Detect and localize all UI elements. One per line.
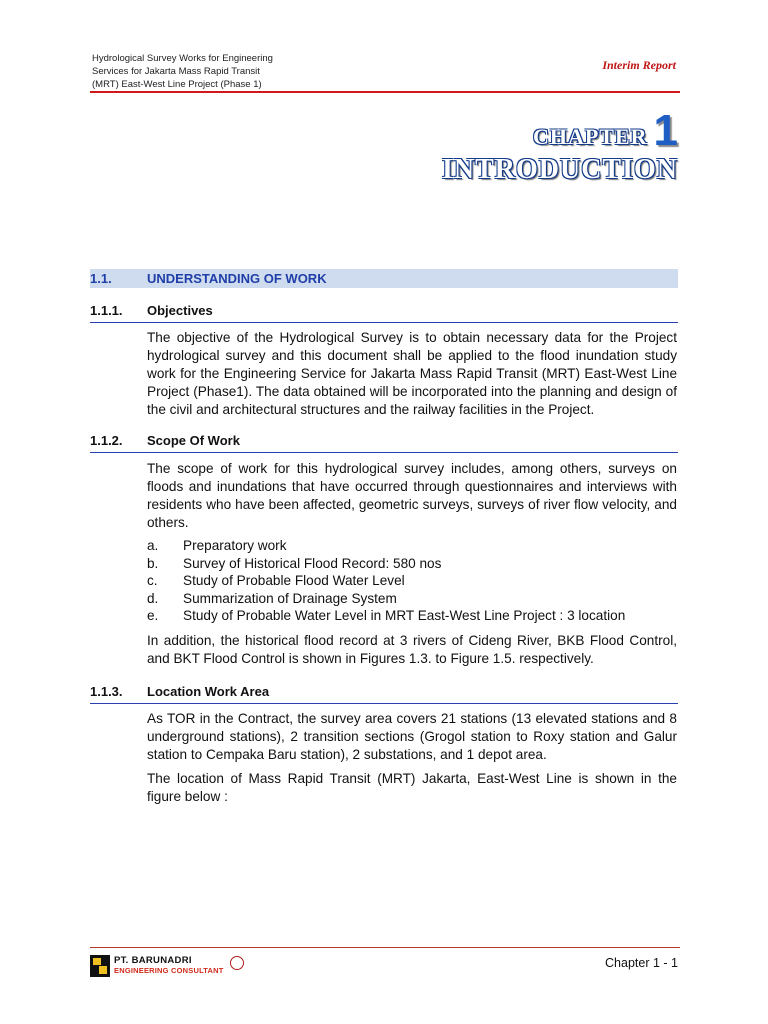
- chapter-number: 1: [653, 106, 678, 155]
- list-item-text: Summarization of Drainage System: [183, 590, 397, 606]
- list-item-text: Preparatory work: [183, 538, 287, 553]
- chapter-word: CHAPTER: [532, 124, 648, 149]
- location-paragraph-2: The location of Mass Rapid Transit (MRT) Jakarta, East-West Line is shown in the figure below :: [147, 771, 677, 804]
- page-number: Chapter 1 - 1: [605, 956, 678, 970]
- subsection-heading-objectives: [90, 303, 678, 323]
- subsection-title: Objectives: [147, 303, 213, 318]
- scope-paragraph-2: In addition, the historical flood record at 3 rivers of Cideng River, BKB Flood Control, and BKT Flood Control is shown in Figures 1.3. to Figure 1.5. respectively.: [147, 633, 677, 666]
- list-item: [147, 555, 677, 573]
- location-paragraph: As TOR in the Contract, the survey area covers 21 stations (13 elevated stations and 8 underground stations), 2 transition sections (Grogol station to Roxy station and Galur station to Cempaka Baru station), 2 substations, and 1 depot area.: [147, 711, 677, 762]
- header-divider: [90, 91, 680, 93]
- header-line: (MRT) East-West Line Project (Phase 1): [92, 79, 262, 90]
- subsection-title: Location Work Area: [147, 684, 270, 699]
- list-item-letter: c.: [147, 573, 158, 589]
- subsection-number: 1.1.2.: [90, 433, 123, 448]
- certification-badge-icon: [230, 956, 244, 970]
- section-number: 1.1.: [90, 271, 112, 286]
- list-item: [147, 537, 677, 555]
- report-type-label: Interim Report: [602, 58, 676, 72]
- scope-paragraph: The scope of work for this hydrological survey includes, among others, surveys on floods and inundations that have occurred through questionnaires and interviews with residents who have been affected, geometric surveys, surveys of river flow velocity, and others.: [147, 461, 677, 530]
- list-item-text: Survey of Historical Flood Record: 580 nos: [183, 555, 442, 571]
- header-line: Hydrological Survey Works for Engineering: [92, 53, 273, 64]
- list-item-letter: e.: [147, 608, 159, 624]
- list-item-text: Study of Probable Flood Water Level: [183, 573, 405, 589]
- list-item-letter: b.: [147, 555, 159, 571]
- subsection-number: 1.1.1.: [90, 303, 123, 318]
- list-item: [147, 590, 677, 608]
- section-heading: [90, 269, 678, 288]
- subsection-heading-location: [90, 684, 678, 704]
- chapter-heading: [441, 106, 678, 186]
- scope-list: [147, 537, 677, 625]
- chapter-title: INTRODUCTION: [441, 154, 678, 185]
- company-name: PT. BARUNADRI: [114, 955, 192, 966]
- list-item-letter: d.: [147, 590, 159, 606]
- list-item-text: Study of Probable Water Level in MRT East-West Line Project : 3 location: [183, 608, 626, 624]
- document-header: [92, 52, 273, 91]
- list-item-letter: a.: [147, 538, 159, 553]
- footer-divider: [90, 947, 680, 948]
- subsection-title: Scope Of Work: [147, 433, 240, 448]
- objectives-paragraph: The objective of the Hydrological Survey is to obtain necessary data for the Project hydrological survey and this document shall be applied to the flood inundation study work for the Engineering Service for Jakarta Mass Rapid Transit (MRT) East-West Line Project (Phase1). The data obtained will be incorporated into the planning and design of the civil and architectural structures and the railway facilities in the Project.: [147, 330, 677, 417]
- list-item: [147, 607, 677, 625]
- list-item: [147, 572, 677, 590]
- subsection-heading-scope: [90, 433, 678, 453]
- header-line: Services for Jakarta Mass Rapid Transit: [92, 66, 260, 77]
- logo-mark-icon: [90, 955, 110, 977]
- subsection-number: 1.1.3.: [90, 684, 123, 699]
- section-title: UNDERSTANDING OF WORK: [147, 271, 327, 286]
- company-logo: [90, 953, 244, 979]
- company-subtitle: ENGINEERING CONSULTANT: [114, 966, 224, 975]
